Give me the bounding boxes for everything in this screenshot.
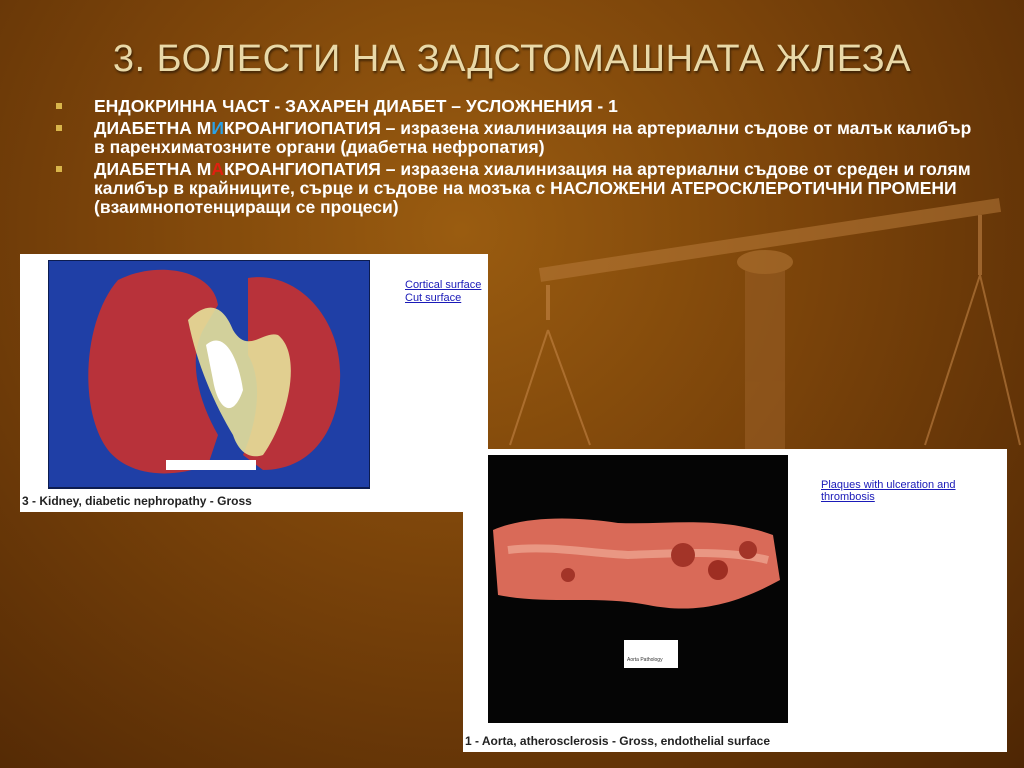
bullet-description: – изразена хиалинизация на артериални съдове от среден и голям калибър в крайниците, сърце и съдове на мозъка с <box>94 159 971 198</box>
bullet-caps-phrase: НАСЛОЖЕНИ АТЕРОСКЛЕРОТИЧНИ ПРОМЕНИ <box>550 178 957 198</box>
aorta-caption: 1 - Aorta, atherosclerosis - Gross, endothelial surface <box>465 734 770 748</box>
cut-surface-link[interactable]: Cut surface <box>405 292 462 304</box>
slide-title: 3. БОЛЕСТИ НА ЗАДСТОМАШНАТА ЖЛЕЗА <box>112 38 912 80</box>
plaques-link[interactable]: Plaques with ulceration and thrombosis <box>821 479 956 503</box>
kidney-caption: 3 - Kidney, diabetic nephropathy - Gross <box>22 494 252 508</box>
kidney-photo <box>48 260 370 492</box>
kidney-image-panel <box>20 254 488 512</box>
bullet-marker <box>56 125 62 131</box>
bullet-term-prefix: ДИАБЕТНА М <box>94 118 212 138</box>
bullet-term-highlight: А <box>211 159 224 179</box>
bullet-list <box>52 97 982 220</box>
bullet-text: ЕНДОКРИННА ЧАСТ - ЗАХАРЕН ДИАБЕТ – УСЛОЖНЕНИЯ - 1 <box>94 96 618 116</box>
cortical-surface-link[interactable]: Cortical surface <box>405 279 482 291</box>
aorta-image-panel <box>463 449 1007 752</box>
bullet-item <box>52 97 982 116</box>
bullet-term-prefix: ДИАБЕТНА М <box>94 159 212 179</box>
bullet-item <box>52 119 982 157</box>
bullet-term-suffix: КРОАНГИОПАТИЯ <box>223 118 381 138</box>
bullet-description: – изразена хиалинизация на артериални съдове от малък калибър в паренхиматозните органи (диабетна нефропатия) <box>94 118 972 157</box>
bullet-tail: (взаимнопотенциращи се процеси) <box>94 197 399 217</box>
ruler-label: Aorta Pathology <box>627 657 663 663</box>
aorta-photo <box>488 455 788 725</box>
bullet-item <box>52 160 982 217</box>
bullet-term-highlight: И <box>211 118 224 138</box>
bullet-marker <box>56 103 62 109</box>
bullet-term-suffix: КРОАНГИОПАТИЯ <box>223 159 381 179</box>
bullet-marker <box>56 166 62 172</box>
